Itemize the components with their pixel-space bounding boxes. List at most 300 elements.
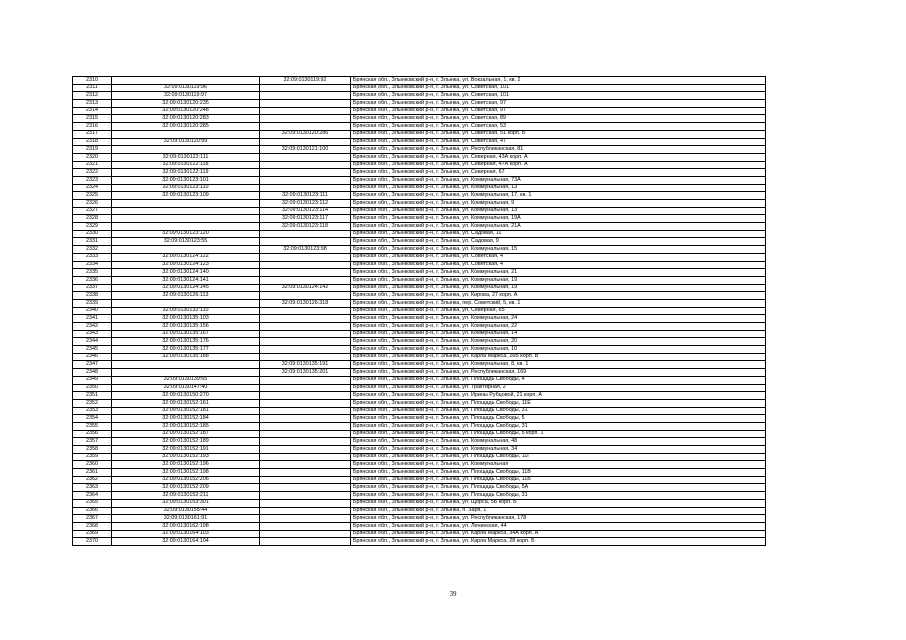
table-row: [73, 484, 766, 492]
row-number-cell: 2361: [73, 469, 112, 477]
address-cell: Брянская обл., Злынковский р-н, г. Злынка, ул. Северная, 47А корп. А: [351, 161, 766, 169]
address-cell: Брянская обл., Злынковский р-н, г. Злынка, ул. Площадь Свободы, 31: [351, 492, 766, 500]
row-number-cell: 2362: [73, 476, 112, 484]
cadastral-number-primary-cell: [112, 200, 260, 208]
table-row: [73, 346, 766, 354]
cadastral-number-primary-cell: 32:09:0130120:235: [112, 100, 260, 108]
table-row: [73, 230, 766, 238]
row-number-cell: 2360: [73, 461, 112, 469]
cadastral-number-secondary-cell: [260, 169, 351, 177]
cadastral-number-secondary-cell: [260, 269, 351, 277]
cadastral-number-primary-cell: 32:09:0130124:123: [112, 261, 260, 269]
table-row: [73, 100, 766, 108]
table-row: [73, 77, 766, 85]
row-number-cell: 2368: [73, 522, 112, 530]
cadastral-number-primary-cell: 32:09:0130119:96: [112, 84, 260, 92]
row-number-cell: 2330: [73, 230, 112, 238]
address-cell: Брянская обл., Злынковский р-н, г. Злынка, ул. Ленинская, 44: [351, 522, 766, 530]
table-row: [73, 153, 766, 161]
table-row: [73, 522, 766, 530]
cadastral-number-primary-cell: [112, 369, 260, 377]
address-cell: Брянская обл., Злынковский р-н, г. Злынка, ул. Щорса, 5Б корп. Б: [351, 499, 766, 507]
cadastral-number-secondary-cell: [260, 522, 351, 530]
address-cell: Брянская обл., Злынковский р-н, г. Злынка, ул. Советская, 101: [351, 84, 766, 92]
row-number-cell: 2345: [73, 346, 112, 354]
row-number-cell: 2344: [73, 338, 112, 346]
table-row: [73, 307, 766, 315]
row-number-cell: 2322: [73, 169, 112, 177]
cadastral-number-primary-cell: 32:09:0130123:120: [112, 230, 260, 238]
cadastral-number-secondary-cell: [260, 353, 351, 361]
row-number-cell: 2314: [73, 107, 112, 115]
row-number-cell: 2333: [73, 253, 112, 261]
address-cell: Брянская обл., Злынковский р-н, г. Злынка, ул. Площадь Свободы, 11Е: [351, 399, 766, 407]
cadastral-number-secondary-cell: [260, 376, 351, 384]
cadastral-number-secondary-cell: [260, 538, 351, 546]
cadastral-number-primary-cell: 32:09:0130155:44: [112, 507, 260, 515]
cadastral-number-secondary-cell: [260, 153, 351, 161]
address-cell: Брянская обл., Злынковский р-н, г. Злынка, ул. Коммунальная, 19: [351, 284, 766, 292]
cadastral-number-primary-cell: [112, 361, 260, 369]
row-number-cell: 2323: [73, 176, 112, 184]
address-cell: Брянская обл., Злынковский р-н, г. Злынка, ул. Советская, 51 корп. Б: [351, 130, 766, 138]
address-cell: Брянская обл., Злынковский р-н, г. Злынка, ул. Советская, 53: [351, 123, 766, 131]
row-number-cell: 2353: [73, 407, 112, 415]
table-row: [73, 476, 766, 484]
row-number-cell: 2341: [73, 315, 112, 323]
cadastral-number-secondary-cell: [260, 422, 351, 430]
row-number-cell: 2336: [73, 276, 112, 284]
address-cell: Брянская обл., Злынковский р-н, г. Злынка, ул. Советская, 97: [351, 107, 766, 115]
cadastral-number-primary-cell: 32:09:0130152:185: [112, 422, 260, 430]
address-cell: Брянская обл., Злынковский р-н, г. Злынка, ул. Советская, 101: [351, 92, 766, 100]
row-number-cell: 2338: [73, 292, 112, 300]
cadastral-number-primary-cell: 32:09:0130152:187: [112, 430, 260, 438]
address-cell: Брянская обл., Злынковский р-н, г. Злынка, ул. Коммунальная, 13: [351, 184, 766, 192]
cadastral-number-secondary-cell: [260, 184, 351, 192]
table-row: [73, 176, 766, 184]
cadastral-number-secondary-cell: [260, 499, 351, 507]
cadastral-number-secondary-cell: 32:09:0130123:114: [260, 207, 351, 215]
address-cell: Брянская обл., Злынковский р-н, г. Злынка, ул. Карла Маркса, 28 корп. Б: [351, 538, 766, 546]
address-cell: Брянская обл., Злынковский р-н, г. Злынка, ул. Площадь Свободы, 5 корп. 1: [351, 430, 766, 438]
address-cell: Брянская обл., Злынковский р-н, г. Злынка, ул. Республиканская, 178: [351, 515, 766, 523]
row-number-cell: 2317: [73, 130, 112, 138]
table-row: [73, 269, 766, 277]
cadastral-number-secondary-cell: [260, 100, 351, 108]
cadastral-number-primary-cell: 32:09:0130164:103: [112, 530, 260, 538]
address-cell: Брянская обл., Злынковский р-н, г. Злынка, пер. Советский, 5, кв. 1: [351, 299, 766, 307]
table-row: [73, 369, 766, 377]
row-number-cell: 2324: [73, 184, 112, 192]
cadastral-number-secondary-cell: [260, 507, 351, 515]
cadastral-number-primary-cell: 32:09:0130152:184: [112, 415, 260, 423]
row-number-cell: 2313: [73, 100, 112, 108]
table-row: [73, 422, 766, 430]
row-number-cell: 2329: [73, 223, 112, 231]
cadastral-number-primary-cell: 32:09:0130147:40: [112, 384, 260, 392]
address-cell: Брянская обл., Злынковский р-н, г. Злынка, ул. Республиканская, 169: [351, 369, 766, 377]
cadastral-number-primary-cell: [112, 130, 260, 138]
cadastral-number-secondary-cell: [260, 330, 351, 338]
cadastral-number-secondary-cell: 32:09:0130121:100: [260, 146, 351, 154]
cadastral-number-secondary-cell: [260, 115, 351, 123]
cadastral-number-secondary-cell: [260, 476, 351, 484]
address-cell: Брянская обл., Злынковский р-н, г. Злынка, ул. Коммунальная, 15: [351, 246, 766, 254]
cadastral-number-secondary-cell: 32:09:0130123:98: [260, 246, 351, 254]
cadastral-number-secondary-cell: [260, 530, 351, 538]
cadastral-number-primary-cell: [112, 146, 260, 154]
cadastral-number-primary-cell: 32:09:0130124:140: [112, 269, 260, 277]
cadastral-number-secondary-cell: 32:09:0130123:112: [260, 200, 351, 208]
cadastral-number-secondary-cell: [260, 484, 351, 492]
address-cell: Брянская обл., Злынковский р-н, г. Злынка, ул. Коммунальная, 10: [351, 346, 766, 354]
row-number-cell: 2369: [73, 530, 112, 538]
table-row: [73, 499, 766, 507]
cadastral-number-secondary-cell: [260, 323, 351, 331]
address-cell: Брянская обл., Злынковский р-н, г. Злынка, ул. Трактирная, 2: [351, 384, 766, 392]
address-cell: Брянская обл., Злынковский р-н, г. Злынка, ул. Площадь Свободы, 11Г: [351, 453, 766, 461]
row-number-cell: 2359: [73, 453, 112, 461]
row-number-cell: 2328: [73, 215, 112, 223]
row-number-cell: 2358: [73, 446, 112, 454]
address-cell: Брянская обл., Злынковский р-н, г. Злынка, ул. Площадь Свободы, 5: [351, 415, 766, 423]
row-number-cell: 2357: [73, 438, 112, 446]
cadastral-number-primary-cell: 32:09:0130120:248: [112, 107, 260, 115]
cadastral-number-secondary-cell: [260, 292, 351, 300]
table-row: [73, 107, 766, 115]
table-row: [73, 399, 766, 407]
address-cell: Брянская обл., Злынковский р-н, г. Злынка, ул. Коммунальная, 20: [351, 338, 766, 346]
cadastral-number-primary-cell: 32:09:0130123:101: [112, 176, 260, 184]
table-row: [73, 130, 766, 138]
address-cell: Брянская обл., Злынковский р-н, г. Злынка, ул. Площадь Свободы, 11В: [351, 469, 766, 477]
cadastral-number-primary-cell: [112, 215, 260, 223]
address-cell: Брянская обл., Злынковский р-н, г. Злынка, ул. Советская, 4: [351, 261, 766, 269]
cadastral-number-secondary-cell: [260, 276, 351, 284]
table-row: [73, 353, 766, 361]
cadastral-number-primary-cell: 32:09:0130120:99: [112, 138, 260, 146]
cadastral-number-primary-cell: 32:09:0130124:122: [112, 253, 260, 261]
table-row: [73, 123, 766, 131]
table-row: [73, 407, 766, 415]
table-row: [73, 538, 766, 546]
address-cell: Брянская обл., Злынковский р-н, г. Злынка, ул. Республиканская, 81: [351, 146, 766, 154]
row-number-cell: 2347: [73, 361, 112, 369]
cadastral-number-primary-cell: 32:09:0130152:209: [112, 484, 260, 492]
table-row: [73, 392, 766, 400]
cadastral-number-secondary-cell: [260, 430, 351, 438]
table-row: [73, 169, 766, 177]
cadastral-number-secondary-cell: 32:09:0130135:201: [260, 369, 351, 377]
address-cell: Брянская обл., Злынковский р-н, г. Злынка, ул. Ирины Рубцовой, 21 корп. А: [351, 392, 766, 400]
row-number-cell: 2332: [73, 246, 112, 254]
address-cell: Брянская обл., Злынковский р-н, г. Злынка, ул. Кирова, 27 корп. А: [351, 292, 766, 300]
cadastral-number-primary-cell: [112, 299, 260, 307]
cadastral-number-primary-cell: 32:09:0130122:118: [112, 161, 260, 169]
address-cell: Брянская обл., Злынковский р-н, г. Злынка, ул. Северная, 43А корп. А: [351, 153, 766, 161]
cadastral-number-primary-cell: 32:09:0130164:104: [112, 538, 260, 546]
address-cell: Брянская обл., Злынковский р-н, г. Злынка, ул. Коммунальная, 17, кв. 1: [351, 192, 766, 200]
address-cell: Брянская обл., Злынковский р-н, г. Злынка, ул. Коммунальная, 14: [351, 330, 766, 338]
row-number-cell: 2335: [73, 269, 112, 277]
row-number-cell: 2320: [73, 153, 112, 161]
row-number-cell: 2318: [73, 138, 112, 146]
table-row: [73, 323, 766, 331]
cadastral-number-secondary-cell: [260, 515, 351, 523]
cadastral-number-primary-cell: 32:09:0130150:270: [112, 392, 260, 400]
cadastral-number-primary-cell: 32:09:0130152:211: [112, 492, 260, 500]
cadastral-number-secondary-cell: [260, 346, 351, 354]
cadastral-number-secondary-cell: 32:09:0130123:118: [260, 223, 351, 231]
row-number-cell: 2367: [73, 515, 112, 523]
cadastral-number-primary-cell: 32:09:0130152:191: [112, 446, 260, 454]
table-row: [73, 469, 766, 477]
address-cell: Брянская обл., Злынковский р-н, г. Злынка, ул. Советская, 4: [351, 253, 766, 261]
row-number-cell: 2366: [73, 507, 112, 515]
cadastral-number-primary-cell: 32:09:0130119:97: [112, 92, 260, 100]
address-cell: Брянская обл., Злынковский р-н, г. Злынка, ул. Коммунальная, 22: [351, 323, 766, 331]
cadastral-number-secondary-cell: [260, 453, 351, 461]
table-row: [73, 115, 766, 123]
cadastral-number-primary-cell: 32:09:0130152:206: [112, 476, 260, 484]
cadastral-number-secondary-cell: 32:09:0130126:318: [260, 299, 351, 307]
row-number-cell: 2310: [73, 77, 112, 85]
cadastral-number-primary-cell: 32:09:0130152:198: [112, 469, 260, 477]
address-cell: Брянская обл., Злынковский р-н, г. Злынка, ул. Коммунальная, 21А: [351, 223, 766, 231]
address-cell: Брянская обл., Злынковский р-н, г. Злынка, ул. Советская, 47: [351, 138, 766, 146]
cadastral-number-secondary-cell: 32:09:0130124:142: [260, 284, 351, 292]
cadastral-number-secondary-cell: [260, 384, 351, 392]
cadastral-number-primary-cell: 32:09:0130135:156: [112, 323, 260, 331]
cadastral-number-primary-cell: 32:09:0130161:91: [112, 515, 260, 523]
table-body: [73, 77, 766, 546]
address-cell: Брянская обл., Злынковский р-н, г. Злынка, ул. Коммунальная: [351, 461, 766, 469]
table-row: [73, 184, 766, 192]
table-row: [73, 146, 766, 154]
address-cell: Брянская обл., Злынковский р-н, г. Злынка, ул. Советская, 89: [351, 115, 766, 123]
cadastral-number-secondary-cell: [260, 492, 351, 500]
cadastral-number-secondary-cell: [260, 123, 351, 131]
table-row: [73, 238, 766, 246]
row-number-cell: 2363: [73, 484, 112, 492]
cadastral-number-primary-cell: 32:09:0130135:167: [112, 330, 260, 338]
cadastral-number-secondary-cell: [260, 399, 351, 407]
table-row: [73, 453, 766, 461]
cadastral-number-primary-cell: 32:09:0130126:113: [112, 292, 260, 300]
cadastral-number-secondary-cell: [260, 161, 351, 169]
cadastral-number-primary-cell: [112, 223, 260, 231]
address-cell: Брянская обл., Злынковский р-н, г. Злынка, п. Заря, 1: [351, 507, 766, 515]
table-row: [73, 515, 766, 523]
table-row: [73, 507, 766, 515]
table-row: [73, 92, 766, 100]
address-cell: Брянская обл., Злынковский р-н, г. Злынка, ул. Площадь Свободы, 4: [351, 376, 766, 384]
cadastral-number-primary-cell: 32:09:0130123:109: [112, 192, 260, 200]
cadastral-number-secondary-cell: 32:09:0130123:111: [260, 192, 351, 200]
table-row: [73, 530, 766, 538]
table-row: [73, 207, 766, 215]
row-number-cell: 2364: [73, 492, 112, 500]
row-number-cell: 2354: [73, 415, 112, 423]
row-number-cell: 2349: [73, 376, 112, 384]
table-row: [73, 223, 766, 231]
address-cell: Брянская обл., Злынковский р-н, г. Злынка, ул. Коммунальная, 19: [351, 276, 766, 284]
cadastral-number-primary-cell: 32:09:0130152:196: [112, 461, 260, 469]
table-row: [73, 461, 766, 469]
row-number-cell: 2339: [73, 299, 112, 307]
address-cell: Брянская обл., Злынковский р-н, г. Злынка, ул. Площадь Свободы, 31: [351, 407, 766, 415]
table-row: [73, 430, 766, 438]
table-row: [73, 292, 766, 300]
table-row: [73, 492, 766, 500]
table-row: [73, 192, 766, 200]
cadastral-number-secondary-cell: [260, 392, 351, 400]
table-row: [73, 261, 766, 269]
cadastral-number-primary-cell: 32:09:0130120:283: [112, 115, 260, 123]
table-row: [73, 438, 766, 446]
cadastral-number-primary-cell: 32:09:0130124:145: [112, 284, 260, 292]
row-number-cell: 2365: [73, 499, 112, 507]
table-row: [73, 246, 766, 254]
address-cell: Брянская обл., Злынковский р-н, г. Злынка, ул. Садовая, 11: [351, 230, 766, 238]
table-row: [73, 215, 766, 223]
table-row: [73, 253, 766, 261]
table-row: [73, 315, 766, 323]
row-number-cell: 2337: [73, 284, 112, 292]
row-number-cell: 2315: [73, 115, 112, 123]
table-row: [73, 376, 766, 384]
row-number-cell: 2319: [73, 146, 112, 154]
cadastral-number-secondary-cell: [260, 230, 351, 238]
address-cell: Брянская обл., Злынковский р-н, г. Злынка, ул. Коммунальная, 73А: [351, 176, 766, 184]
address-cell: Брянская обл., Злынковский р-н, г. Злынка, ул. Коммунальная, 24: [351, 315, 766, 323]
row-number-cell: 2326: [73, 200, 112, 208]
cadastral-number-primary-cell: 32:09:0130123:110: [112, 184, 260, 192]
cadastral-number-secondary-cell: 32:09:0130123:117: [260, 215, 351, 223]
row-number-cell: 2321: [73, 161, 112, 169]
table-row: [73, 84, 766, 92]
cadastral-number-primary-cell: 32:09:0130135:176: [112, 338, 260, 346]
address-cell: Брянская обл., Злынковский р-н, г. Злынка, ул. Карла Маркса, 34А корп. А: [351, 530, 766, 538]
row-number-cell: 2340: [73, 307, 112, 315]
row-number-cell: 2312: [73, 92, 112, 100]
cadastral-number-secondary-cell: 32:09:0130135:191: [260, 361, 351, 369]
row-number-cell: 2342: [73, 323, 112, 331]
cadastral-number-secondary-cell: [260, 92, 351, 100]
cadastral-number-secondary-cell: [260, 84, 351, 92]
cadastral-number-secondary-cell: [260, 261, 351, 269]
cadastral-number-primary-cell: 32:09:0130122:119: [112, 169, 260, 177]
table-row: [73, 330, 766, 338]
address-cell: Брянская обл., Злынковский р-н, г. Злынка, ул. Коммунальная, 34: [351, 446, 766, 454]
row-number-cell: 2327: [73, 207, 112, 215]
address-cell: Брянская обл., Злынковский р-н, г. Злынка, ул. Площадь Свободы, 31: [351, 422, 766, 430]
table-row: [73, 415, 766, 423]
cadastral-number-secondary-cell: [260, 315, 351, 323]
address-cell: Брянская обл., Злынковский р-н, г. Злынка, ул. Коммунальная, 19А: [351, 215, 766, 223]
row-number-cell: 2370: [73, 538, 112, 546]
address-cell: Брянская обл., Злынковский р-н, г. Злынка, ул. Коммунальная, 8, кв. 1: [351, 361, 766, 369]
address-cell: Брянская обл., Злынковский р-н, г. Злынка, ул. Вокзальная, 1, кв. 2: [351, 77, 766, 85]
cadastral-number-secondary-cell: [260, 176, 351, 184]
cadastral-number-secondary-cell: [260, 446, 351, 454]
address-cell: Брянская обл., Злынковский р-н, г. Злынка, ул. Северная, 67: [351, 169, 766, 177]
address-cell: Брянская обл., Злынковский р-н, г. Злынка, ул. Коммунальная, 13: [351, 207, 766, 215]
cadastral-number-primary-cell: 32:09:0130139:65: [112, 376, 260, 384]
cadastral-number-secondary-cell: [260, 138, 351, 146]
cadastral-number-primary-cell: 32:09:0130152:181: [112, 407, 260, 415]
address-cell: Брянская обл., Злынковский р-н, г. Злынка, ул. Советская, 97: [351, 100, 766, 108]
cadastral-number-secondary-cell: [260, 415, 351, 423]
cadastral-number-primary-cell: 32:09:0130152:161: [112, 399, 260, 407]
row-number-cell: 2355: [73, 422, 112, 430]
page-number: 39: [449, 590, 457, 598]
row-number-cell: 2343: [73, 330, 112, 338]
cadastral-number-secondary-cell: [260, 338, 351, 346]
cadastral-number-primary-cell: 32:09:0130124:141: [112, 276, 260, 284]
cadastral-number-primary-cell: 32:09:0130152:189: [112, 438, 260, 446]
cadastral-number-primary-cell: [112, 246, 260, 254]
cadastral-number-primary-cell: 32:09:0130120:285: [112, 123, 260, 131]
cadastral-number-primary-cell: 32:09:0130132:110: [112, 307, 260, 315]
cadastral-number-primary-cell: 32:09:0130153:301: [112, 499, 260, 507]
row-number-cell: 2356: [73, 430, 112, 438]
cadastral-number-secondary-cell: 32:09:0130120:286: [260, 130, 351, 138]
table-row: [73, 338, 766, 346]
cadastral-number-primary-cell: 32:09:0130162:198: [112, 522, 260, 530]
address-cell: Брянская обл., Злынковский р-н, г. Злынка, ул. Карла Маркса, 26Б корп. В: [351, 353, 766, 361]
cadastral-number-secondary-cell: 32:09:0130119:92: [260, 77, 351, 85]
address-cell: Брянская обл., Злынковский р-н, г. Злынка, ул. Площадь Свободы, 11Б: [351, 476, 766, 484]
cadastral-number-primary-cell: [112, 77, 260, 85]
row-number-cell: 2331: [73, 238, 112, 246]
address-cell: Брянская обл., Злынковский р-н, г. Злынка, ул. Коммунальная, 9: [351, 200, 766, 208]
table-row: [73, 299, 766, 307]
cadastral-number-secondary-cell: [260, 438, 351, 446]
row-number-cell: 2351: [73, 392, 112, 400]
table-row: [73, 361, 766, 369]
address-cell: Брянская обл., Злынковский р-н, г. Злынка, ул. Коммунальная, 48: [351, 438, 766, 446]
table-row: [73, 384, 766, 392]
cadastral-number-primary-cell: 32:09:0130122:111: [112, 153, 260, 161]
row-number-cell: 2334: [73, 261, 112, 269]
cadastral-number-primary-cell: 32:09:0130123:55: [112, 238, 260, 246]
address-cell: Брянская обл., Злынковский р-н, г. Злынка, ул. Площадь Свободы, 5А: [351, 484, 766, 492]
table-row: [73, 161, 766, 169]
row-number-cell: 2348: [73, 369, 112, 377]
cadastral-number-secondary-cell: [260, 307, 351, 315]
cadastral-number-primary-cell: 32:09:0130135:103: [112, 315, 260, 323]
row-number-cell: 2350: [73, 384, 112, 392]
row-number-cell: 2346: [73, 353, 112, 361]
address-cell: Брянская обл., Злынковский р-н, г. Злынка, ул. Коммунальная, 21: [351, 269, 766, 277]
row-number-cell: 2352: [73, 399, 112, 407]
table-row: [73, 200, 766, 208]
table-row: [73, 446, 766, 454]
cadastral-number-secondary-cell: [260, 469, 351, 477]
row-number-cell: 2325: [73, 192, 112, 200]
table-row: [73, 284, 766, 292]
cadastral-number-secondary-cell: [260, 253, 351, 261]
address-cell: Брянская обл., Злынковский р-н, г. Злынка, ул. Садовая, 9: [351, 238, 766, 246]
cadastral-number-primary-cell: 32:09:0130152:193: [112, 453, 260, 461]
cadastral-number-secondary-cell: [260, 461, 351, 469]
cadastral-number-secondary-cell: [260, 407, 351, 415]
cadastral-number-primary-cell: [112, 207, 260, 215]
cadastral-number-secondary-cell: [260, 107, 351, 115]
cadastral-number-primary-cell: 32:09:0130135:177: [112, 346, 260, 354]
